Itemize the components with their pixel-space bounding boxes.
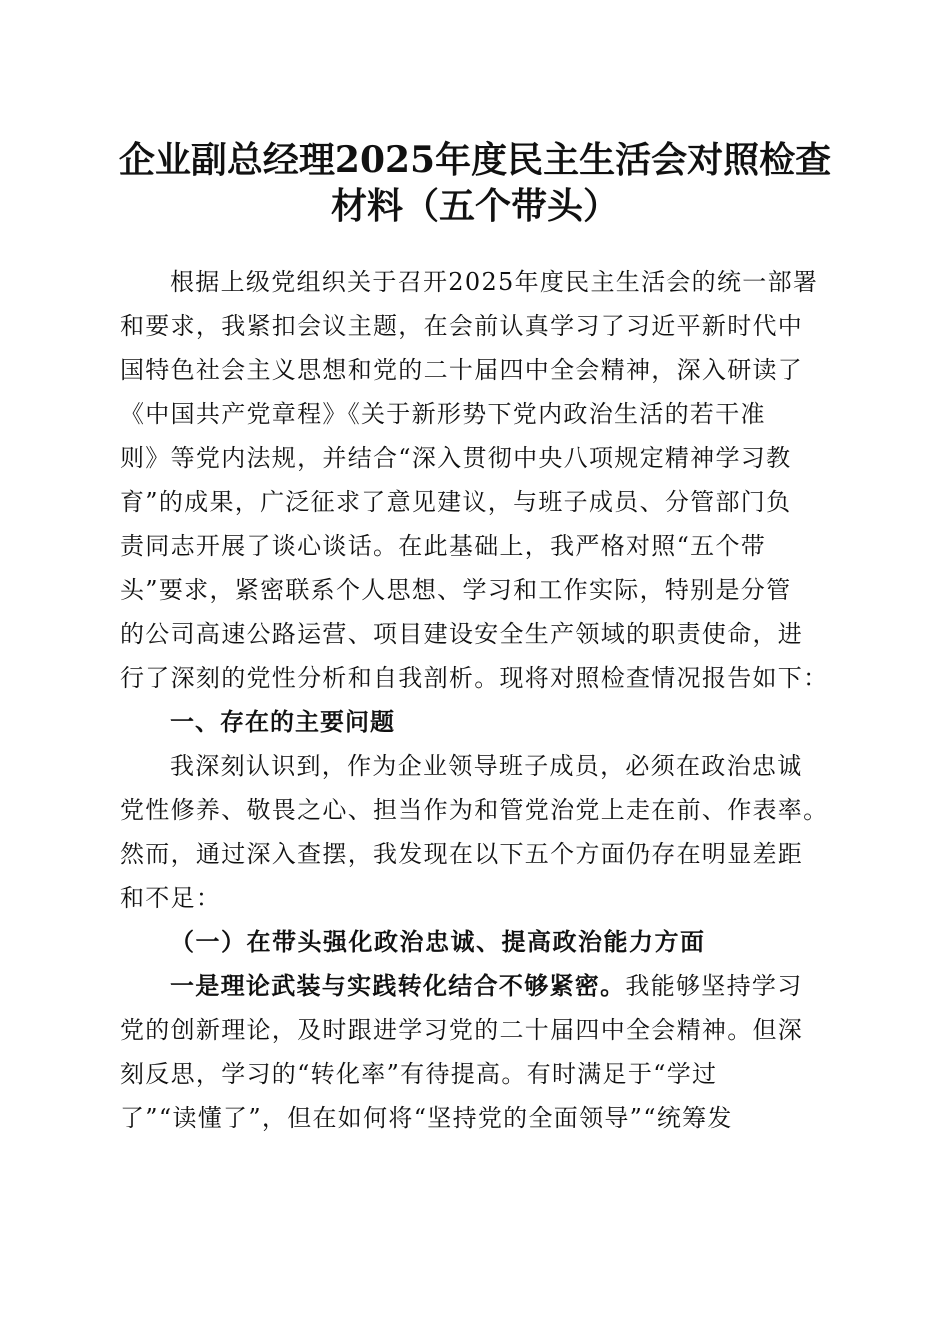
point-1-line: 党的创新理论，及时跟进学习党的二十届四中全会精神。但深: [120, 1016, 804, 1044]
document-title-line-2: 材料（五个带头）: [330, 185, 619, 227]
intro-line: 则》等党内法规，并结合“深入贯彻中央八项规定精神学习教: [120, 444, 792, 472]
intro-line: 头”要求，紧密联系个人思想、学习和工作实际，特别是分管: [120, 576, 792, 604]
point-1-line: 了”“读懂了”，但在如何将“坚持党的全面领导”“统筹发: [120, 1104, 733, 1132]
section-1-paragraph: [120, 744, 832, 920]
intro-line: 育”的成果，广泛征求了意见建议，与班子成员、分管部门负: [120, 488, 792, 516]
point-1-line: 刻反思，学习的“转化率”有待提高。有时满足于“学过: [120, 1060, 718, 1088]
subsection-1-heading: （一）在带头强化政治忠诚、提高政治能力方面: [170, 927, 706, 956]
point-1-first-rest: 我能够坚持学习: [625, 972, 803, 1000]
section-1-heading: 一、存在的主要问题: [170, 708, 395, 736]
intro-paragraph: [120, 260, 832, 700]
intro-line: 的公司高速公路运营、项目建设安全生产领域的职责使命，进: [120, 620, 804, 648]
intro-line: 《中国共产党章程》《关于新形势下党内政治生活的若干准: [120, 400, 766, 428]
subsection-1: [120, 920, 832, 964]
section-1-line: 党性修养、敬畏之心、担当作为和管党治党上走在前、作表率。: [120, 796, 829, 824]
section-1-line: 和不足：: [120, 884, 222, 912]
intro-line: 和要求，我紧扣会议主题，在会前认真学习了习近平新时代中: [120, 312, 804, 340]
intro-line: 根据上级党组织关于召开2025年度民主生活会的统一部署: [170, 268, 819, 296]
document-title-line-1: 企业副总经理2025年度民主生活会对照检查: [118, 139, 832, 181]
intro-line: 行了深刻的党性分析和自我剖析。现将对照检查情况报告如下：: [120, 664, 829, 692]
intro-line: 国特色社会主义思想和党的二十届四中全会精神，深入研读了: [120, 356, 804, 384]
point-1-first-line: [120, 964, 832, 1008]
section-1: [120, 700, 832, 744]
section-1-line: 我深刻认识到，作为企业领导班子成员，必须在政治忠诚: [170, 752, 803, 780]
intro-line: 责同志开展了谈心谈话。在此基础上，我严格对照“五个带: [120, 532, 767, 560]
section-1-line: 然而，通过深入查摆，我发现在以下五个方面仍存在明显差距: [120, 840, 804, 868]
point-1-lead: 一是理论武装与实践转化结合不够紧密。: [170, 971, 626, 1000]
point-1-paragraph: [120, 964, 832, 1140]
